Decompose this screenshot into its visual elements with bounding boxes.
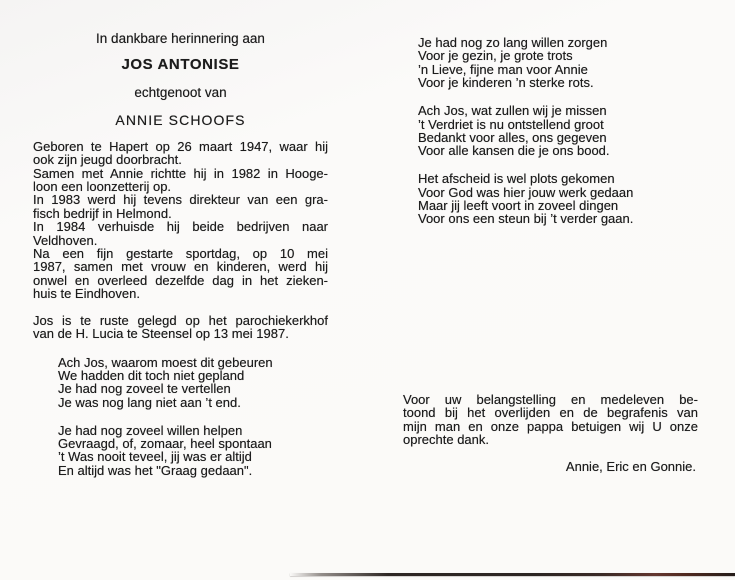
text-line: We hadden dit toch niet gepland <box>58 367 245 383</box>
left-page <box>33 0 328 477</box>
text-line: Voor je gezin, je grote trots <box>418 48 573 64</box>
text-line: In 1984 verhuisde hij beide bedrijven naar <box>33 219 328 235</box>
text-line: Je had nog zoveel te vertellen <box>58 381 231 397</box>
biography-paragraph <box>33 140 328 301</box>
text-line: loon een loonzetterij op. <box>33 179 172 195</box>
text-line: Veldhoven. <box>33 232 98 248</box>
text-line: ook zijn jeugd doorbracht. <box>33 152 182 168</box>
acknowledgement-paragraph <box>403 393 698 447</box>
text-line: Ach Jos, wat zullen wij je missen <box>418 103 607 119</box>
right-page <box>403 0 698 473</box>
text-line: 1987, samen met vrouw en kinderen, werd hij <box>33 259 328 275</box>
text-line: En altijd was het "Graag gedaan". <box>58 462 253 478</box>
family-signature: Annie, Eric en Gonnie. <box>565 459 696 474</box>
poem-stanza-5 <box>403 172 698 226</box>
text-line: Je had nog zoveel willen helpen <box>58 422 243 438</box>
text-line: Voor God was hier jouw werk gedaan <box>418 184 634 200</box>
text-line: toond bij het overlijden en de begrafenis van <box>403 405 698 421</box>
relation-line: echtgenoot van <box>134 85 227 101</box>
text-line: Gevraagd, of, zomaar, heel spontaan <box>58 436 272 452</box>
text-line: Het afscheid is wel plots gekomen <box>418 171 615 187</box>
text-line: Na een fijn gestarte sportdag, op 10 mei <box>33 246 328 262</box>
text-line: fisch bedrijf in Helmond. <box>33 205 172 221</box>
text-line: Voor ons een steun bij ’t verder gaan. <box>418 211 634 227</box>
text-line: ’t Was nooit teveel, jij was er altijd <box>58 449 252 465</box>
text-line: Voor uw belangstelling en medeleven be- <box>403 391 698 407</box>
text-line: Jos is te ruste gelegd op het parochiekerkhof <box>33 312 328 328</box>
text-line: huis te Eindhoven. <box>33 286 140 302</box>
scan-edge-shadow <box>290 573 735 576</box>
text-line: mijn man en onze pappa betuigen wij U onze <box>403 418 698 434</box>
text-line: Voor je kinderen ’n sterke rots. <box>418 75 594 91</box>
poem-stanza-2 <box>33 424 328 478</box>
poem-stanza-1 <box>33 356 328 410</box>
text-line: ’t Verdriet is nu ontstellend groot <box>418 116 604 132</box>
burial-paragraph <box>33 314 328 341</box>
spouse-name: ANNIE SCHOOFS <box>115 111 246 128</box>
text-line: oprechte dank. <box>403 432 490 448</box>
text-line: Maar jij leeft voort in zoveel dingen <box>418 198 619 214</box>
text-line: ’n Lieve, fijne man voor Annie <box>418 61 588 77</box>
text-line: Voor alle kansen die je ons bood. <box>418 143 610 159</box>
text-line: Geboren te Hapert op 26 maart 1947, waar hij <box>33 138 328 154</box>
text-line: In 1983 werd hij tevens direkteur van een gra- <box>33 192 328 208</box>
poem-stanza-3 <box>403 36 698 90</box>
poem-stanza-4 <box>403 104 698 158</box>
text-line: van de H. Lucia te Steensel op 13 mei 1987. <box>33 326 289 342</box>
text-line: Je was nog lang niet aan ’t end. <box>58 394 241 410</box>
intro-line: In dankbare herinnering aan <box>96 31 265 46</box>
text-line: Je had nog zo lang willen zorgen <box>418 35 608 50</box>
text-line: Ach Jos, waarom moest dit gebeuren <box>58 354 273 370</box>
deceased-name: JOS ANTONISE <box>121 56 240 74</box>
text-line: Bedankt voor alles, ons gegeven <box>418 129 607 145</box>
text-line: onwel en overleed dezelfde dag in het zieken- <box>33 272 328 288</box>
text-line: Samen met Annie richtte hij in 1982 in Hooge- <box>33 165 328 181</box>
